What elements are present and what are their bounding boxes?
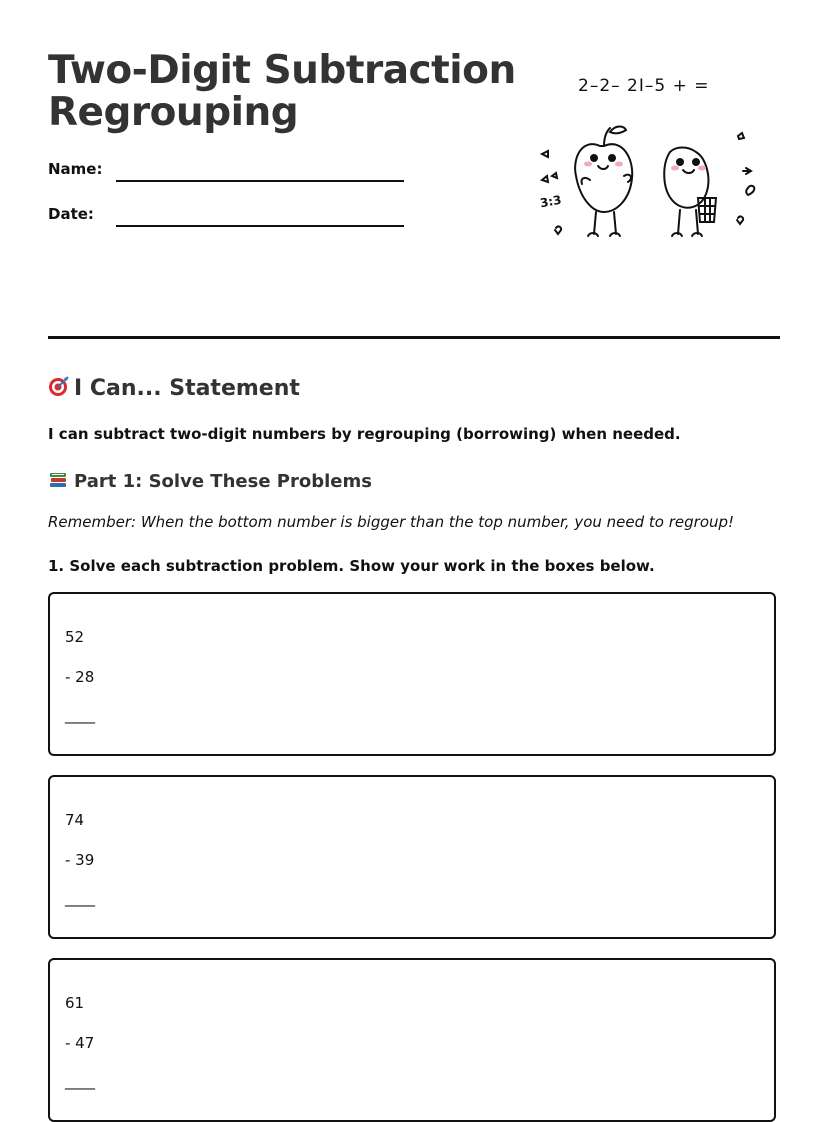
- problem-box-2[interactable]: [48, 775, 776, 939]
- problem-box-3[interactable]: [48, 958, 776, 1122]
- problem-3-subtrahend: - 47: [65, 1034, 95, 1052]
- books-icon: [48, 469, 74, 494]
- illustration-label: 3:3: [538, 192, 563, 211]
- instruction-text: 1. Solve each subtraction problem. Show your work in the boxes below.: [48, 557, 655, 575]
- problem-1-top-number: 52: [65, 628, 85, 646]
- problem-2-top-number: 74: [65, 811, 85, 829]
- problem-2-subtrahend: - 39: [65, 851, 95, 869]
- target-icon: [48, 375, 74, 403]
- problem-box-1[interactable]: [48, 592, 776, 756]
- remember-note: Remember: When the bottom number is bigger than the top number, you need to regroup!: [48, 513, 735, 531]
- problem-1-subtrahend: - 28: [65, 668, 95, 686]
- problem-3-top-number: 61: [65, 994, 85, 1012]
- part1-heading-text: Part 1: Solve These Problems: [74, 471, 372, 492]
- ican-statement: I can subtract two-digit numbers by regrouping (borrowing) when needed.: [48, 425, 681, 443]
- section-divider: [48, 336, 780, 339]
- problem-2-answer-line: ____: [65, 889, 95, 907]
- ican-heading-text: I Can... Statement: [74, 376, 300, 401]
- date-label: Date:: [48, 205, 94, 223]
- worksheet-title: [48, 50, 516, 134]
- name-field-line[interactable]: [116, 180, 404, 182]
- ican-heading: [48, 375, 300, 403]
- title-line-2: Regrouping: [48, 90, 299, 135]
- problem-3-answer-line: ____: [65, 1072, 95, 1090]
- name-label: Name:: [48, 160, 103, 178]
- problem-1-answer-line: ____: [65, 706, 95, 724]
- title-line-1: Two-Digit Subtraction: [48, 48, 516, 93]
- equation-text: 2–2– 2I–5 + =: [578, 76, 710, 96]
- part1-heading: [48, 469, 372, 494]
- cartoon-apple-illustration: [530, 118, 770, 288]
- date-field-line[interactable]: [116, 225, 404, 227]
